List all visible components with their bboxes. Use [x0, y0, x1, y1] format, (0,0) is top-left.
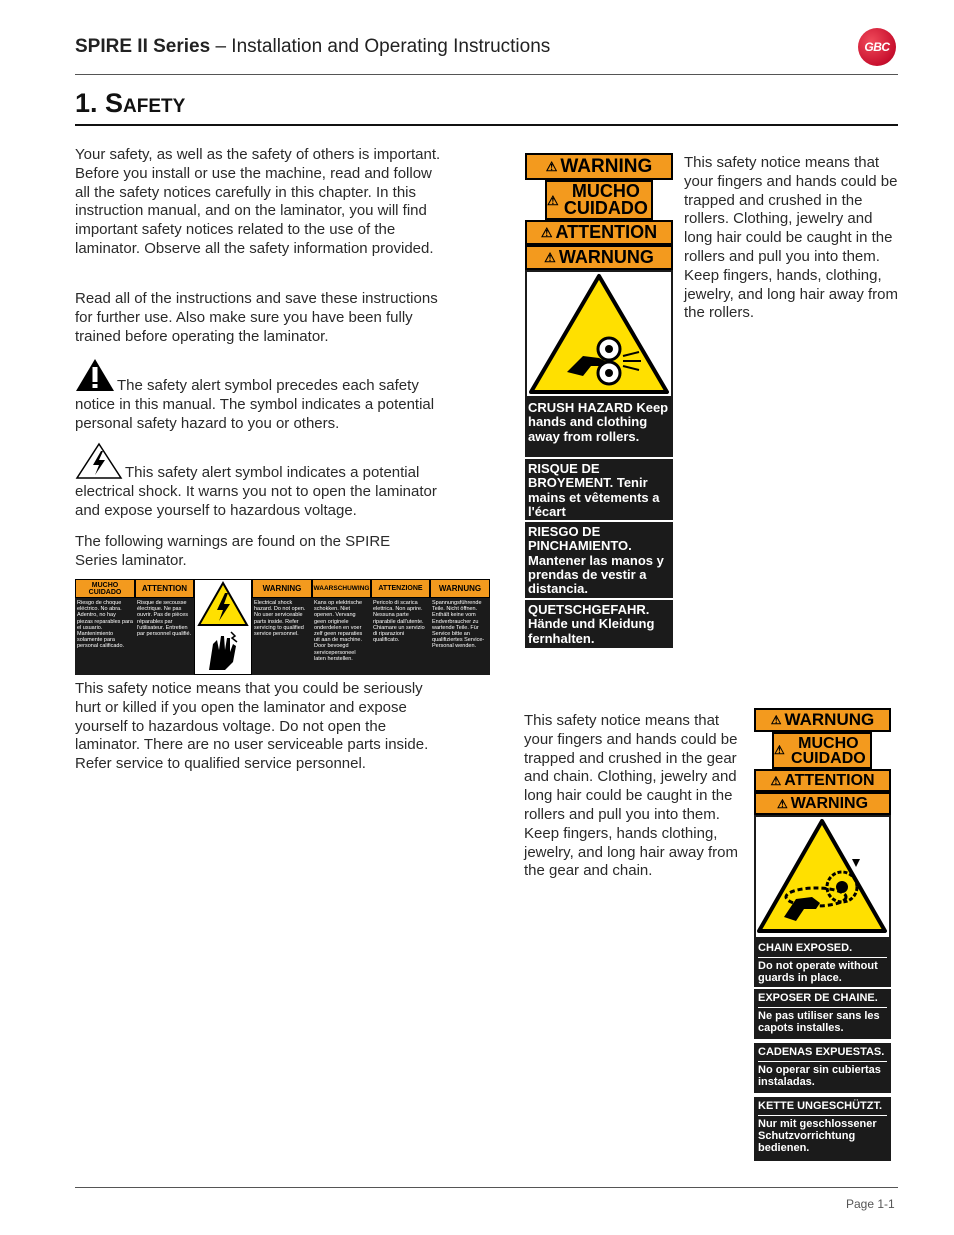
label-header-attention: ATTENTION [135, 579, 194, 598]
warning-triangle-icon: ⚠ [770, 713, 782, 727]
warnings-intro-paragraph: The following warnings are found on the SPIRE Series laminator. [75, 533, 391, 569]
label-header-mucho-cuidado: MUCHO CUIDADO [75, 579, 135, 598]
crush-hazard-label [525, 153, 673, 648]
banner-warning [754, 792, 891, 815]
chain-body-english: Do not operate without guards in place. [758, 960, 878, 984]
chain-block-french [754, 989, 891, 1039]
label-text-english: Electrical shock hazard. Do not open. No user serviceable parts inside. Refer servicing to qualified service personnel. [254, 600, 306, 638]
label-text-italian: Pericolo di scarica elettrica. Non aprire. Nessuna parte riparabile dall'utente. Chiamare un servizio di riparazioni qualificato. [373, 600, 425, 644]
banner-warning [525, 153, 673, 180]
logo-text: GBC [864, 40, 890, 54]
series-name: SPIRE II Series [75, 36, 211, 57]
label-panel-german [430, 579, 490, 675]
banner-warning-text: WARNING [560, 155, 653, 177]
label-panel-dutch [312, 579, 371, 675]
chain-block-english [754, 939, 891, 987]
label-panel-italian [371, 579, 430, 675]
electrical-alert-paragraph: This safety alert symbol indicates a potential electrical shock. It warns you not to open the laminator and expose yourself to hazardous voltage. [75, 464, 437, 519]
chain-body-french: Ne pas utiliser sans les capots installes. [758, 1010, 880, 1034]
footer-rule [75, 1187, 898, 1188]
shock-hazard-icon [195, 580, 251, 674]
banner-warnung-text: WARNUNG [784, 710, 875, 729]
chain-head-french: EXPOSER DE CHAINE. [758, 992, 887, 1008]
label-text-spanish: Riesgo de choque eléctrico. No abra. Adentro, no hay piezas reparables para el usuario. Mantenimiento solamente para personal calificado. [77, 600, 133, 650]
banner-warnung [754, 708, 891, 732]
warning-triangle-icon: ⚠ [545, 158, 558, 174]
banner-warning-text: WARNING [790, 794, 869, 812]
electrical-warning-label [75, 579, 490, 675]
banner-mucho-cuidado-text: MUCHO CUIDADO [791, 734, 866, 767]
warning-triangle-icon: ⚠ [547, 192, 559, 208]
crush-pictogram-panel [525, 270, 673, 398]
warning-triangle-icon: ⚠ [776, 796, 788, 811]
title-rule [75, 124, 898, 126]
banner-mucho-cuidado [545, 180, 653, 220]
banner-attention-text: ATTENTION [784, 771, 875, 789]
banner-warnung [525, 245, 673, 270]
label-panel-english [252, 579, 312, 675]
label-panel-french [135, 579, 194, 675]
section-name: Safety [105, 88, 186, 118]
section-number: 1. [75, 88, 98, 118]
page-number: Page 1-1 [846, 1197, 895, 1211]
safety-alert-paragraph: The safety alert symbol precedes each safety notice in this manual. The symbol indicates a potential personal safety hazard to you or others. [75, 377, 435, 432]
crush-text-english: CRUSH HAZARD Keep hands and clothing away from rollers. [525, 398, 673, 457]
crush-text-french: RISQUE DE BROYEMENT. Tenir mains et vêtements a l'écart [525, 459, 673, 520]
chain-head-spanish: CADENAS EXPUESTAS. [758, 1046, 887, 1062]
chain-body-spanish: No operar sin cubiertas instaladas. [758, 1064, 881, 1088]
chain-hazard-label [754, 708, 891, 1161]
label-text-dutch: Kans op elektrische schokken. Niet openen. Vervang geen originele onderdelen en voer zelf geen reparaties uit aan de machine. Door bevoegd servicepersoneel laten herstellen. [314, 600, 363, 662]
instructions-paragraph: Read all of the instructions and save these instructions for further use. Also make sure you have been fully trained before operating the laminator. [75, 290, 438, 345]
banner-attention [754, 769, 891, 792]
label-pictogram-panel [194, 579, 252, 675]
warning-triangle-icon: ⚠ [540, 224, 553, 240]
warning-triangle-icon: ⚠ [544, 249, 556, 265]
gbc-logo [858, 28, 896, 66]
chain-notice-paragraph: This safety notice means that your fingers and hands could be trapped and crushed in the gear and chain. Clothing, jewelry and long hair could be caught in the rollers and pull you into them. Keep fingers, hands clothing, jewelry, and long hair away from the gear and chain. [524, 712, 738, 880]
chain-body-german: Nur mit geschlossener Schutzvorrichtung bedienen. [758, 1118, 877, 1154]
crush-notice-paragraph: This safety notice means that your fingers and hands could be trapped and crushed in the rollers. Clothing, jewelry and long hair could be caught in the rollers and pull you into them. Keep fingers, hands, clothing, jewelry, and long hair away from the rollers. [684, 154, 898, 322]
header-subtitle: – Installation and Operating Instructions [210, 36, 551, 57]
banner-attention-text: ATTENTION [555, 222, 658, 242]
crush-text-spanish: RIESGO DE PINCHAMIENTO. Mantener las manos y prendas de vestir a distancia. [525, 522, 673, 598]
banner-attention [525, 220, 673, 245]
chain-block-german [754, 1097, 891, 1161]
label-panel-spanish [75, 579, 135, 675]
label-text-german: Spannungsführende Teile. Nicht öffnen. Enthält keine vom Endverbraucher zu wartende Teile. Für Service bitte an qualifiziertes Service-Personal wenden. [432, 600, 485, 650]
label-header-attenzione: ATTENZIONE [371, 579, 430, 598]
warning-triangle-icon: ⚠ [774, 743, 785, 757]
chain-head-english: CHAIN EXPOSED. [758, 942, 887, 958]
header-rule [75, 74, 898, 75]
label-header-waarschuwing: WAARSCHUWING [312, 579, 371, 598]
banner-mucho-cuidado [772, 732, 872, 769]
intro-paragraph: Your safety, as well as the safety of others is important. Before you install or use the machine, read and follow all the safety notices carefully in this chapter. In this instruction manual, and on the laminator, you will find important safety notices related to the use of the laminator. Observe all the safety information provided. [75, 146, 441, 257]
section-title [75, 88, 185, 119]
chain-head-german: KETTE UNGESCHÜTZT. [758, 1100, 887, 1116]
roller-crush-icon [527, 272, 671, 396]
banner-warnung-text: WARNUNG [558, 247, 654, 267]
warning-triangle-icon: ⚠ [770, 773, 782, 788]
banner-mucho-cuidado-text: MUCHO CUIDADO [563, 181, 648, 218]
chain-pictogram-panel [754, 815, 891, 939]
document-header [75, 36, 550, 58]
chain-entanglement-icon [756, 817, 889, 937]
label-header-warnung: WARNUNG [430, 579, 490, 598]
chain-block-spanish [754, 1043, 891, 1093]
label-header-warning: WARNING [252, 579, 312, 598]
label-text-french: Risque de secousse électrique. Ne pas ouvrir. Pas de pièces réparables par l'utilisateur. Entretien par personnel qualifié. [137, 600, 192, 638]
crush-text-german: QUETSCHGEFAHR. Hände und Kleidung fernhalten. [525, 600, 673, 648]
electrical-notice-paragraph: This safety notice means that you could be seriously hurt or killed if you open the laminator and expose yourself to hazardous voltage. Do not open the laminator. There are no user serviceable parts inside. Refer service to qualified service personnel. [75, 680, 429, 773]
